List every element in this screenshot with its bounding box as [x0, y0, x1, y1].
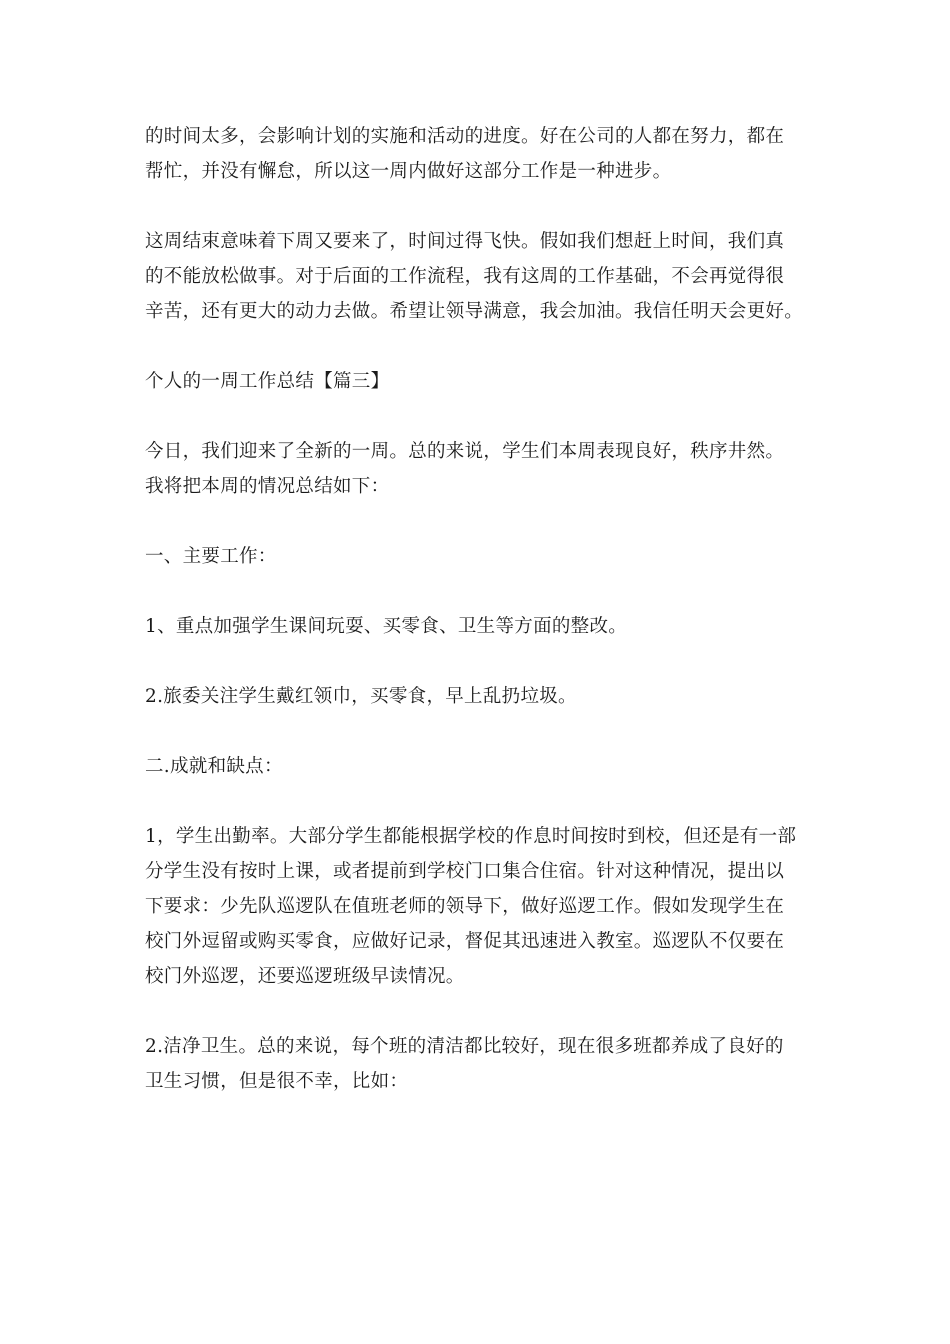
text-line: 这周结束意味着下周又要来了，时间过得飞快。假如我们想赶上时间，我们真 [145, 231, 785, 252]
text-line: 的时间太多，会影响计划的实施和活动的进度。好在公司的人都在努力，都在 [145, 126, 785, 147]
subheading-achievements [145, 749, 815, 784]
text-line: 2.洁净卫生。总的来说，每个班的清洁都比较好，现在很多班都养成了良好的 [145, 1036, 784, 1057]
list-item-1 [145, 609, 815, 644]
text-line: 今日，我们迎来了全新的一周。总的来说，学生们本周表现良好，秩序井然。 [145, 441, 785, 462]
text-line: 2.旅委关注学生戴红领巾，买零食，早上乱扔垃圾。 [145, 686, 577, 707]
text-line: 卫生习惯，但是很不幸，比如： [145, 1071, 409, 1092]
paragraph-attendance [145, 819, 815, 994]
paragraph-2 [145, 224, 815, 329]
section-heading [145, 364, 815, 399]
subheading-text: 二.成就和缺点： [145, 756, 283, 777]
text-line: 辛苦，还有更大的动力去做。希望让领导满意，我会加油。我信任明天会更好。 [145, 301, 804, 322]
paragraph-hygiene [145, 1029, 815, 1099]
subheading-text: 一、主要工作： [145, 546, 277, 567]
list-item-2 [145, 679, 815, 714]
text-line: 校门外巡逻，还要巡逻班级早读情况。 [145, 966, 465, 987]
text-line: 1、重点加强学生课间玩耍、买零食、卫生等方面的整改。 [145, 616, 628, 637]
text-line: 下要求：少先队巡逻队在值班老师的领导下，做好巡逻工作。假如发现学生在 [145, 896, 785, 917]
text-line: 校门外逗留或购买零食，应做好记录，督促其迅速进入教室。巡逻队不仅要在 [145, 931, 785, 952]
document-body [145, 119, 815, 1134]
paragraph-1 [145, 119, 815, 189]
text-line: 的不能放松做事。对于后面的工作流程，我有这周的工作基础，不会再觉得很 [145, 266, 785, 287]
paragraph-intro [145, 434, 815, 504]
subheading-main-work [145, 539, 815, 574]
text-line: 1，学生出勤率。大部分学生都能根据学校的作息时间按时到校，但还是有一部 [145, 826, 797, 847]
heading-text: 个人的一周工作总结【篇三】 [145, 371, 390, 392]
text-line: 分学生没有按时上课，或者提前到学校门口集合住宿。针对这种情况，提出以 [145, 861, 785, 882]
text-line: 我将把本周的情况总结如下： [145, 476, 390, 497]
text-line: 帮忙，并没有懈怠，所以这一周内做好这部分工作是一种进步。 [145, 161, 672, 182]
